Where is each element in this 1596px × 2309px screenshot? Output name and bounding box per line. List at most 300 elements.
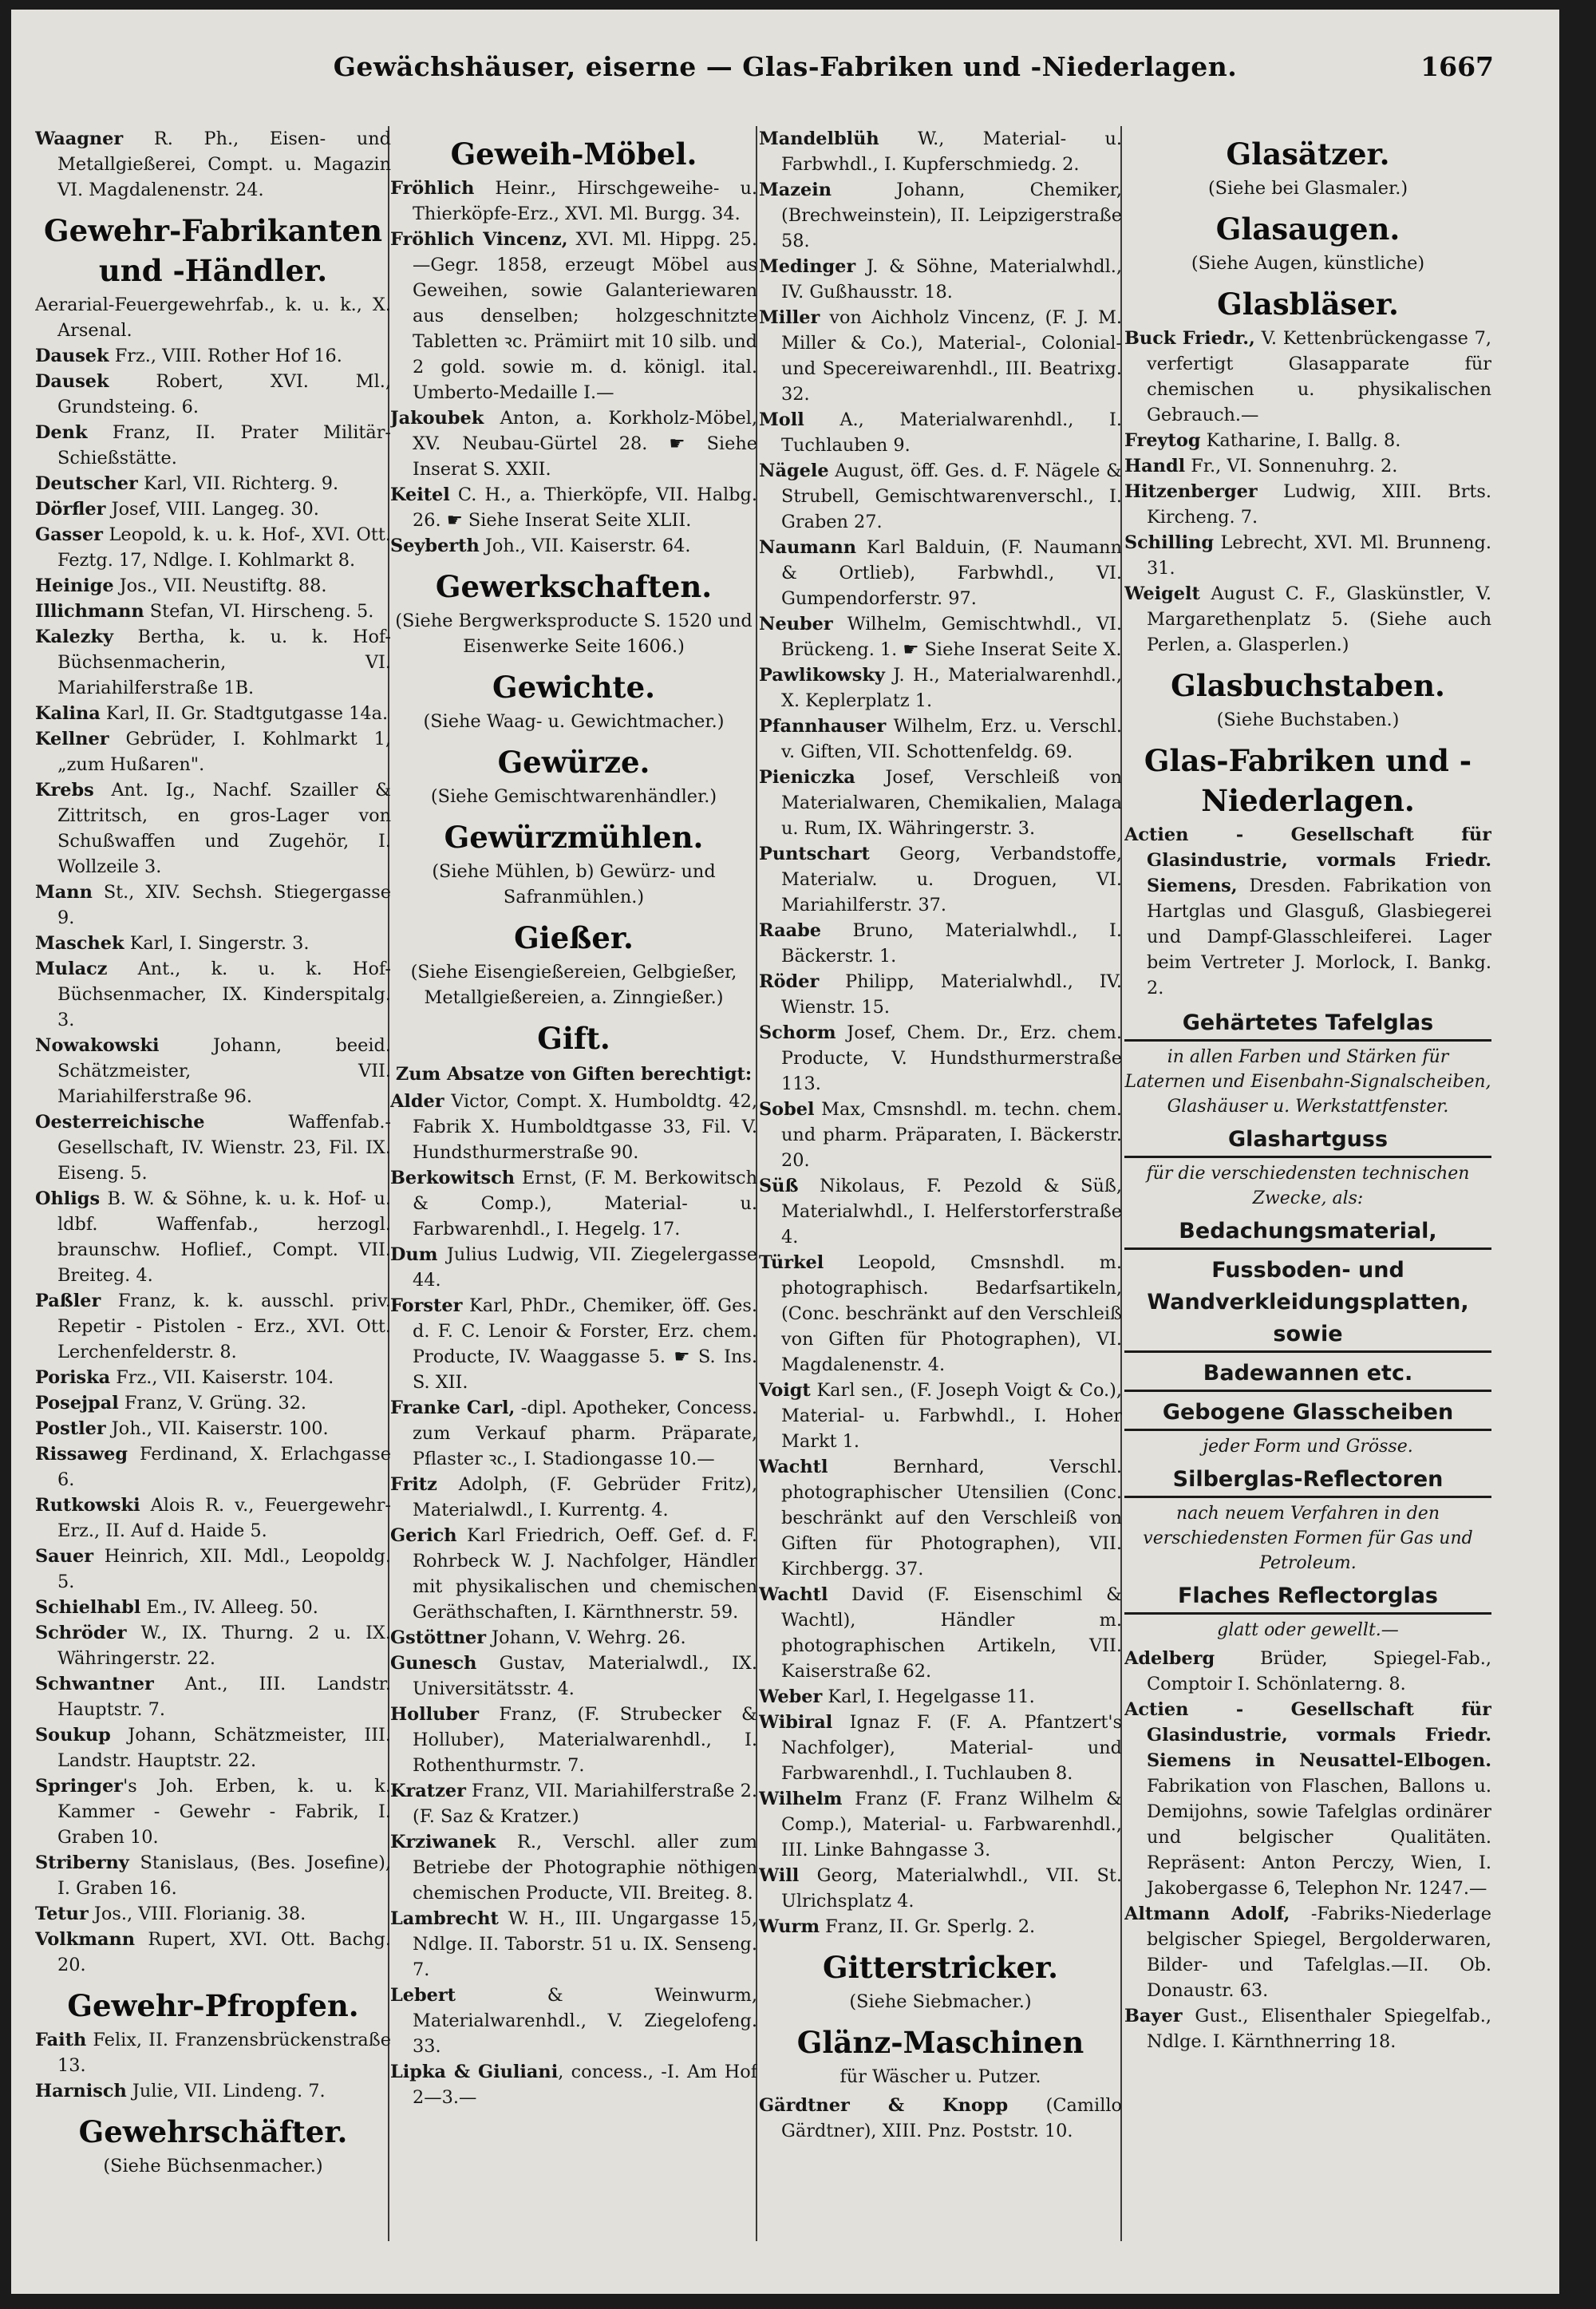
directory-entry xyxy=(390,1702,757,1778)
directory-entry xyxy=(1124,581,1491,658)
entry-name: Dausek xyxy=(35,371,109,392)
entry-details: C. H., a. Thierköpfe, VII. Halbg. 26. ☛ Siehe Inserat Seite XLII. xyxy=(413,484,757,531)
entry-details: Josef, VIII. Langeg. 30. xyxy=(105,499,319,520)
directory-entry xyxy=(759,305,1122,407)
directory-entry xyxy=(35,1722,391,1773)
entry-name: Jakoubek xyxy=(390,408,484,429)
directory-entry xyxy=(759,918,1122,969)
entry-details: Karl, PhDr., Chemiker, öff. Ges. d. F. C. Lenoir & Forster, Erz. chem. Producte, IV. Waaggasse 5. ☛ S. Ins. S. XII. xyxy=(413,1295,757,1393)
cross-reference: (Siehe Augen, künstliche) xyxy=(1191,253,1425,274)
directory-entry xyxy=(759,1097,1122,1173)
entry-name: Kalina xyxy=(35,703,101,724)
cross-reference: (Siehe Bergwerksproducte S. 1520 und Eisenwerke Seite 1606.) xyxy=(395,611,753,657)
column-3 xyxy=(759,126,1122,2281)
directory-entry xyxy=(390,405,757,482)
cross-reference: (Siehe Buchstaben.) xyxy=(1216,710,1400,730)
entry-name: Dörfler xyxy=(35,499,106,520)
directory-entry xyxy=(35,471,391,496)
directory-entry xyxy=(390,1293,757,1395)
entry-details: Gebrüder, I. Kohlmarkt 1, „zum Hußaren". xyxy=(57,729,391,775)
entry-name: Gstöttner xyxy=(390,1627,487,1648)
directory-entry xyxy=(35,1441,391,1493)
entry-details: W., IX. Thurng. 2 u. IX. Währingerstr. 22. xyxy=(57,1623,391,1669)
directory-entry xyxy=(759,714,1122,765)
entry-name: Wilhelm xyxy=(759,1789,843,1809)
entry-name: Mulacz xyxy=(35,959,108,979)
entry-name: Schwantner xyxy=(35,1674,154,1694)
directory-entry xyxy=(1124,453,1491,479)
entry-details: Heinr., Hirschgeweihe- u. Thierköpfe-Erz., XVI. Ml. Burgg. 34. xyxy=(413,178,757,224)
entry-details: Josef, Chem. Dr., Erz. chem. Producte, V. Hundsthurmerstraße 113. xyxy=(781,1022,1122,1094)
directory-entry xyxy=(759,1454,1122,1582)
directory-entry xyxy=(759,1914,1122,1939)
directory-entry xyxy=(390,1395,757,1472)
entry-details: Karl, I. Singerstr. 3. xyxy=(124,933,310,954)
entry-name: Rutkowski xyxy=(35,1495,140,1516)
directory-entry xyxy=(1124,326,1491,428)
directory-entry xyxy=(35,292,391,343)
advertisement-block xyxy=(1124,1007,1491,1643)
column-4 xyxy=(1124,126,1491,2281)
entry-name: Mazein xyxy=(759,180,832,200)
entry-details: Max, Cmsnshdl. m. techn. chem. und pharm. Präparaten, I. Bäckerstr. 20. xyxy=(781,1099,1122,1171)
entry-name: Rissaweg xyxy=(35,1444,128,1465)
entry-name: Gerich xyxy=(390,1525,457,1546)
section-heading: Glänz-Maschinen xyxy=(796,2025,1084,2060)
directory-entry xyxy=(759,1020,1122,1097)
entry-name: Soukup xyxy=(35,1725,111,1746)
entry-name: Hitzenberger xyxy=(1124,481,1258,502)
section-heading: Glasätzer. xyxy=(1226,136,1390,172)
entry-name: Moll xyxy=(759,409,804,430)
section-heading: Gewichte. xyxy=(492,670,655,705)
section-heading: Glasbuchstaben. xyxy=(1171,668,1445,703)
entry-name: Wachtl xyxy=(759,1457,828,1477)
directory-entry xyxy=(35,420,391,471)
entry-details: Fr., VI. Sonnenuhrg. 2. xyxy=(1185,456,1398,476)
entry-name: Wachtl xyxy=(759,1584,828,1605)
entry-name: Lebert xyxy=(390,1985,456,2006)
section-heading: Gewehrschäfter. xyxy=(78,2114,348,2149)
entry-details: Leopold, k. u. k. Hof-, XVI. Ott. Feztg. 17, Ndlge. I. Kohlmarkt 8. xyxy=(57,524,391,571)
entry-details: Bernhard, Verschl. photographischer Utensilien (Conc. beschränkt auf den Verschleiß von Giften für Photographen), VII. Kirchbergg. 37. xyxy=(781,1457,1122,1580)
directory-entry xyxy=(35,2078,391,2104)
entry-name: Handl xyxy=(1124,456,1186,476)
entry-name: Raabe xyxy=(759,920,822,941)
directory-entry xyxy=(390,227,757,405)
entry-name: Actien - Gesellschaft für Glasindustrie, vormals Friedr. Siemens in Neusattel-Elbogen. xyxy=(1124,1699,1491,1771)
entry-details: Georg, Verbandstoffe, Materialw. u. Droguen, VI. Mariahilferstr. 37. xyxy=(781,844,1122,915)
entry-details: Katharine, I. Ballg. 8. xyxy=(1200,430,1401,451)
section-heading: Gießer. xyxy=(514,920,634,955)
entry-details: (Camillo Gärdtner), XIII. Pnz. Poststr. 10. xyxy=(781,2095,1122,2141)
entry-details: Anton, a. Korkholz-Möbel, XV. Neubau-Gürtel 28. ☛ Siehe Inserat S. XXII. xyxy=(413,408,757,480)
entry-name: Sauer xyxy=(35,1546,93,1567)
entry-details: Rupert, XVI. Ott. Bachg. 20. xyxy=(57,1929,391,1975)
entry-details: Brüder, Spiegel-Fab., Comptoir I. Schönlaterng. 8. xyxy=(1147,1648,1491,1694)
entry-name: Franke Carl, xyxy=(390,1398,516,1418)
entry-details: Jos., VIII. Florianig. 38. xyxy=(88,1904,306,1924)
entry-details: Ferdinand, X. Erlachgasse 6. xyxy=(57,1444,391,1490)
entry-details: Johann, Chemiker, (Brechweinstein), II. Leipzigerstraße 58. xyxy=(781,180,1122,251)
entry-details: Jos., VII. Neustiftg. 88. xyxy=(113,575,327,596)
directory-entry xyxy=(759,1786,1122,1863)
directory-entry xyxy=(35,1033,391,1109)
entry-details: Em., IV. Alleeg. 50. xyxy=(140,1597,318,1618)
entry-name: Gasser xyxy=(35,524,103,545)
entry-details: Johann, V. Wehrg. 26. xyxy=(486,1627,686,1648)
directory-entry xyxy=(390,1242,757,1293)
directory-entry xyxy=(35,1493,391,1544)
entry-name: Schorm xyxy=(759,1022,836,1043)
cross-reference: (Siehe Gemischtwarenhändler.) xyxy=(430,786,717,807)
entry-name: Oesterreichische xyxy=(35,1112,205,1133)
directory-entry xyxy=(759,841,1122,918)
column-2 xyxy=(390,126,757,2281)
directory-entry xyxy=(1124,479,1491,530)
directory-entry xyxy=(759,662,1122,714)
entry-name: Naumann xyxy=(759,537,857,558)
entry-details: Karl, I. Hegelgasse 11. xyxy=(822,1686,1035,1707)
entry-details: -Fabriks-Niederlage belgischer Spiegel, Bergolderwaren, Bilder- und Tafelglas.—II. Ob. Donaustr. 63. xyxy=(1147,1904,1491,2001)
entry-name: Krebs xyxy=(35,780,94,801)
entry-name: Mann xyxy=(35,882,93,903)
entry-details: Julius Ludwig, VII. Ziegelergasse 44. xyxy=(413,1244,757,1291)
directory-entry xyxy=(35,2027,391,2078)
entry-details: Franz, V. Grüng. 32. xyxy=(118,1393,307,1413)
directory-entry xyxy=(35,1927,391,1978)
directory-entry xyxy=(390,1625,757,1651)
directory-entry xyxy=(390,482,757,533)
cross-reference: für Wäscher u. Putzer. xyxy=(839,2066,1041,2087)
directory-entry xyxy=(35,1850,391,1901)
section-heading: Glas-Fabriken und -Niederlagen. xyxy=(1144,743,1472,818)
entry-name: Mandelblüh xyxy=(759,128,879,149)
entry-details: August, öff. Ges. d. F. Nägele & Strubell, Gemischtwarenverschl., I. Graben 27. xyxy=(781,461,1122,532)
directory-entry xyxy=(35,777,391,880)
entry-details: Franz (F. Franz Wilhelm & Comp.), Material- u. Farbwarenhdl., III. Linke Bahngasse 3. xyxy=(781,1789,1122,1860)
entry-name: Dum xyxy=(390,1244,438,1265)
entry-details: W., Material- u. Farbwhdl., I. Kupferschmiedg. 2. xyxy=(781,128,1122,175)
ad-product-title: Glashartguss xyxy=(1124,1124,1491,1158)
entry-name: Krziwanek xyxy=(390,1832,496,1852)
directory-entry xyxy=(390,1651,757,1702)
directory-entry xyxy=(759,1173,1122,1250)
entry-name: Springer xyxy=(35,1776,124,1797)
entry-details: Adolph, (F. Gebrüder Fritz), Materialwdl., I. Kurrentg. 4. xyxy=(413,1474,757,1520)
entry-details: Franz, II. Gr. Sperlg. 2. xyxy=(820,1916,1036,1937)
entry-details: B. W. & Söhne, k. u. k. Hof- u. ldbf. Waffenfab., herzogl. braunschw. Hoflief., Compt. VII. Breiteg. 4. xyxy=(57,1188,391,1286)
section-heading: Gift. xyxy=(537,1021,610,1056)
entry-details: Frz., VIII. Rother Hof 16. xyxy=(109,346,342,366)
entry-name: Posejpal xyxy=(35,1393,119,1413)
directory-entry xyxy=(759,177,1122,254)
entry-details: J. & Söhne, Materialwhdl., IV. Gußhausstr. 18. xyxy=(781,256,1122,302)
entry-details: Karl Balduin, (F. Naumann & Ortlieb), Farbwhdl., VI. Gumpendorferstr. 97. xyxy=(781,537,1122,609)
entry-name: Adelberg xyxy=(1124,1648,1215,1669)
entry-name: Süß xyxy=(759,1176,799,1196)
entry-details: Leopold, Cmsnshdl. m. photographisch. Bedarfsartikeln, (Conc. beschränkt auf den Verschleiß von Giften für Photographen), VI. Magdalenenstr. 4. xyxy=(781,1252,1122,1375)
entry-details: Frz., VII. Kaiserstr. 104. xyxy=(110,1367,334,1388)
entry-details: Stanislaus, (Bes. Josefine), I. Graben 16. xyxy=(57,1852,391,1899)
directory-entry xyxy=(759,2093,1122,2144)
entry-name: Türkel xyxy=(759,1252,824,1273)
directory-entry xyxy=(1124,1901,1491,2003)
directory-entry xyxy=(759,126,1122,177)
entry-name: Röder xyxy=(759,971,820,992)
entry-details: XVI. Ml. Hippg. 25. —Gegr. 1858, erzeugt Möbel aus Geweihen, sowie Galanteriewaren aus denselben; holzgeschnitzte Tabletten ꝛc. Prämiirt mit 10 silb. und 2 gold. sowie m. d. königl. ital. Umberto-Medaille I.— xyxy=(413,229,757,403)
directory-entry xyxy=(35,1544,391,1595)
entry-details: Philipp, Materialwhdl., IV. Wienstr. 15. xyxy=(781,971,1122,1018)
entry-details: 's Joh. Erben, k. u. k. Kammer - Gewehr - Fabrik, I. Graben 10. xyxy=(57,1776,391,1848)
entry-details: Karl, II. Gr. Stadtgutgasse 14a. xyxy=(100,703,389,724)
directory-page xyxy=(11,10,1559,2294)
entry-name: Keitel xyxy=(390,484,450,505)
entry-name: Actien - Gesellschaft für Glasindustrie, vormals Friedr. Siemens, xyxy=(1124,824,1491,896)
entry-details: Julie, VII. Lindeng. 7. xyxy=(126,2081,326,2101)
entry-name: Faith xyxy=(35,2030,87,2050)
entry-details: Joh., VII. Kaiserstr. 100. xyxy=(105,1418,329,1439)
entry-details: Waffenfab.-Gesellschaft, IV. Wienstr. 23, Fil. IX. Eiseng. 5. xyxy=(57,1112,391,1184)
directory-entry xyxy=(390,176,757,227)
section-heading: Gewürze. xyxy=(497,745,650,780)
entry-name: Maschek xyxy=(35,933,124,954)
directory-entry xyxy=(35,956,391,1033)
section-heading: Gewehr-Fabrikanten und -Händler. xyxy=(44,213,382,288)
directory-entry xyxy=(35,1109,391,1186)
directory-entry xyxy=(35,1595,391,1620)
directory-entry xyxy=(759,407,1122,458)
ad-product-title: Gehärtetes Tafelglas xyxy=(1124,1007,1491,1042)
entry-details: August C. F., Glaskünstler, V. Margarethenplatz 5. (Siehe auch Perlen, a. Glasperlen.) xyxy=(1147,583,1491,655)
entry-name: Dausek xyxy=(35,346,109,366)
entry-name: Altmann Adolf, xyxy=(1124,1904,1290,1924)
entry-name: Voigt xyxy=(759,1380,811,1401)
entry-details: Franz, (F. Strubecker & Holluber), Materialwarenhdl., I. Rothenthurmstr. 7. xyxy=(413,1704,757,1776)
entry-name: Schilling xyxy=(1124,532,1215,553)
section-heading: Glasaugen. xyxy=(1215,212,1400,247)
entry-name: Seyberth xyxy=(390,536,480,556)
entry-name: Pfannhauser xyxy=(759,716,887,737)
entry-name: Sobel xyxy=(759,1099,815,1120)
entry-name: Postler xyxy=(35,1418,106,1439)
directory-entry xyxy=(35,599,391,624)
directory-entry xyxy=(759,254,1122,305)
entry-name: Tetur xyxy=(35,1904,89,1924)
section-heading: Gewerkschaften. xyxy=(435,569,713,604)
entry-details: -dipl. Apotheker, Concess. zum Verkauf pharm. Präparate, Pflaster ꝛc., I. Stadiongasse 10.— xyxy=(413,1398,757,1469)
entry-name: Will xyxy=(759,1865,800,1886)
directory-entry xyxy=(390,1523,757,1625)
directory-entry xyxy=(1124,428,1491,453)
entry-name: Fröhlich xyxy=(390,178,475,199)
directory-entry xyxy=(759,611,1122,662)
ad-product-title: Flaches Reflectorglas xyxy=(1124,1580,1491,1615)
entry-name: Striberny xyxy=(35,1852,129,1873)
running-head xyxy=(11,51,1559,102)
column-1 xyxy=(35,126,391,2281)
directory-entry xyxy=(35,931,391,956)
entry-name: Poriska xyxy=(35,1367,111,1388)
directory-entry xyxy=(35,126,391,203)
directory-entry xyxy=(759,1582,1122,1684)
entry-name: Heinige xyxy=(35,575,114,596)
entry-name: Weber xyxy=(759,1686,823,1707)
directory-entry xyxy=(390,533,757,559)
entry-name: Harnisch xyxy=(35,2081,127,2101)
entry-name: Denk xyxy=(35,422,88,443)
directory-entry xyxy=(35,573,391,599)
directory-entry xyxy=(390,1906,757,1983)
sub-heading: Zum Absatze von Giften berechtigt: xyxy=(395,1064,753,1085)
entry-details: , concess., -I. Am Hof 2—3.— xyxy=(413,2062,757,2108)
entry-details: W. H., III. Ungargasse 15, Ndlge. II. Taborstr. 51 u. IX. Senseng. 7. xyxy=(413,1908,757,1980)
cross-reference: (Siehe Mühlen, b) Gewürz- und Safranmühlen.) xyxy=(432,861,716,907)
directory-entry xyxy=(759,969,1122,1020)
entry-details: Bruno, Materialwhdl., I. Bäckerstr. 1. xyxy=(781,920,1122,967)
entry-name: Bayer xyxy=(1124,2006,1183,2026)
directory-entry xyxy=(759,1710,1122,1786)
ad-description: für die verschiedensten technischen Zwecke, als: xyxy=(1146,1164,1470,1208)
cross-reference: (Siehe bei Glasmaler.) xyxy=(1207,178,1408,199)
entry-name: Holluber xyxy=(390,1704,480,1725)
entry-details: von Aichholz Vincenz, (F. J. M. Miller & Co.), Material-, Colonial- und Specereiwarenhdl., III. Beatrixg. 32. xyxy=(781,307,1122,405)
entry-name: Neuber xyxy=(759,614,833,635)
cross-reference: (Siehe Büchsenmacher.) xyxy=(103,2156,323,2177)
entry-details: Alois R. v., Feuergewehr-Erz., II. Auf d. Haide 5. xyxy=(57,1495,391,1541)
entry-name: Kratzer xyxy=(390,1781,466,1801)
entry-details: David (F. Eisenschiml & Wachtl), Händler m. photographischen Artikeln, VII. Kaiserstraße 62. xyxy=(781,1584,1122,1682)
entry-details: Bertha, k. u. k. Hof-Büchsenmacherin, VI. Mariahilferstraße 1B. xyxy=(57,627,391,698)
entry-name: Gärdtner & Knopp xyxy=(759,2095,1009,2116)
entry-details: Victor, Compt. X. Humboldtg. 42, Fabrik X. Humboldtgasse 33, Fil. V. Hundsthurmerstraße 90. xyxy=(413,1091,757,1163)
directory-entry xyxy=(35,726,391,777)
directory-entry xyxy=(35,369,391,420)
section-heading: Geweih-Möbel. xyxy=(450,136,697,172)
cross-reference: (Siehe Eisengießereien, Gelbgießer, Metallgießereien, a. Zinngießer.) xyxy=(410,962,737,1008)
directory-entry xyxy=(35,1773,391,1850)
directory-entry xyxy=(759,1250,1122,1378)
directory-entry xyxy=(35,701,391,726)
entry-details: Wilhelm, Erz. u. Verschl. v. Giften, VII. Schottenfeldg. 69. xyxy=(781,716,1122,762)
ad-description: jeder Form und Grösse. xyxy=(1203,1437,1413,1457)
entry-details: Lebrecht, XVI. Ml. Brunneng. 31. xyxy=(1147,532,1491,579)
entry-name: Illichmann xyxy=(35,601,144,622)
entry-details: V. Kettenbrückengasse 7, verfertigt Glasapparate für chemischen u. physikalischen Gebrauch.— xyxy=(1147,328,1491,425)
entry-name: Miller xyxy=(759,307,820,328)
entry-name: Berkowitsch xyxy=(390,1168,516,1188)
directory-entry xyxy=(390,1472,757,1523)
entry-name: Schielhabl xyxy=(35,1597,141,1618)
directory-entry xyxy=(390,1829,757,1906)
page-heading: Gewächshäuser, eiserne — Glas-Fabriken und -Niederlagen. xyxy=(333,51,1238,82)
cross-reference: (Siehe Siebmacher.) xyxy=(849,1991,1032,2012)
directory-entry xyxy=(390,1165,757,1242)
page-number: 1667 xyxy=(1420,51,1494,82)
entry-name: Nowakowski xyxy=(35,1035,160,1056)
entry-details: Karl sen., (F. Joseph Voigt & Co.), Material- u. Farbwhdl., I. Hoher Markt 1. xyxy=(781,1380,1122,1452)
ad-product-title: Badewannen etc. xyxy=(1124,1358,1491,1392)
entry-details: Ignaz F. (F. A. Pfantzert's Nachfolger), Material- und Farbwarenhdl., I. Tuchlauben 8. xyxy=(781,1712,1122,1784)
ad-product-title: Bedachungsmaterial, xyxy=(1124,1216,1491,1250)
entry-details: Wilhelm, Gemischtwhdl., VI. Brückeng. 1. ☛ Siehe Inserat Seite X. xyxy=(781,614,1122,660)
ad-description: glatt oder gewellt.— xyxy=(1217,1620,1399,1640)
ad-product-title: Gebogene Glasscheiben xyxy=(1124,1397,1491,1431)
entry-details: Karl Friedrich, Oeff. Gef. d. F. Rohrbeck W. J. Nachfolger, Händler mit physikalischen und chemischen Geräthschaften, I. Kärnthnerstr. 59. xyxy=(413,1525,757,1623)
entry-details: R., Verschl. aller zum Betriebe der Photographie nöthigen chemischen Producte, VII. Breiteg. 8. xyxy=(413,1832,757,1904)
directory-entry xyxy=(35,1620,391,1671)
entry-details: Ant., III. Landstr. Hauptstr. 7. xyxy=(57,1674,391,1720)
entry-details: Johann, Schätzmeister, III. Landstr. Hauptstr. 22. xyxy=(57,1725,391,1771)
directory-entry xyxy=(1124,2003,1491,2054)
entry-name: Ohligs xyxy=(35,1188,101,1209)
entry-details: Ant., k. u. k. Hof-Büchsenmacher, IX. Kinderspitalg. 3. xyxy=(57,959,391,1030)
entry-details: Karl, VII. Richterg. 9. xyxy=(137,473,339,494)
entry-details: Fabrikation von Flaschen, Ballons u. Demijohns, sowie Tafelglas ordinärer und belgischer Qualitäten. Repräsent: Anton Perczy, Wien, I. Jakobergasse 6, Telephon Nr. 1247.— xyxy=(1147,1776,1491,1899)
entry-details: R. Ph., Eisen- und Metallgießerei, Compt. u. Magazin VI. Magdalenenstr. 24. xyxy=(57,128,391,200)
entry-details: A., Materialwarenhdl., I. Tuchlauben 9. xyxy=(781,409,1122,456)
directory-entry xyxy=(35,880,391,931)
directory-entry xyxy=(35,1390,391,1416)
entry-details: Ernst, (F. M. Berkowitsch & Comp.), Material- u. Farbwarenhdl., I. Hegelg. 17. xyxy=(413,1168,757,1240)
directory-entry xyxy=(1124,530,1491,581)
entry-details: Joh., VII. Kaiserstr. 64. xyxy=(479,536,691,556)
entry-name: Pieniczka xyxy=(759,767,855,788)
section-heading: Glasbläser. xyxy=(1217,287,1399,322)
ad-description: nach neuem Verfahren in den verschiedensten Formen für Gas und Petroleum. xyxy=(1143,1504,1473,1573)
entry-details: Nikolaus, F. Pezold & Süß, Materialwhdl., I. Helferstorferstraße 4. xyxy=(781,1176,1122,1247)
entry-name: Fritz xyxy=(390,1474,437,1495)
entry-name: Paßler xyxy=(35,1291,101,1311)
entry-name: Wibiral xyxy=(759,1712,833,1733)
directory-entry xyxy=(390,2059,757,2110)
directory-entry xyxy=(390,1778,757,1829)
directory-entry xyxy=(35,624,391,701)
entry-name: Lipka & Giuliani xyxy=(390,2062,559,2082)
entry-name: Kellner xyxy=(35,729,109,749)
entry-name: Puntschart xyxy=(759,844,870,864)
entry-details: & Weinwurm, Materialwarenhdl., V. Ziegelofeng. 33. xyxy=(413,1985,757,2057)
entry-name: Freytog xyxy=(1124,430,1201,451)
directory-entry xyxy=(35,522,391,573)
directory-entry xyxy=(35,496,391,522)
entry-details: Ant. Ig., Nachf. Szailler & Zittritsch, en gros-Lager von Schußwaffen und Zugehör, I. Wollzeile 3. xyxy=(57,780,391,877)
entry-name: Fröhlich Vincenz, xyxy=(390,229,568,250)
entry-details: Gust., Elisenthaler Spiegelfab., Ndlge. I. Kärnthnerring 18. xyxy=(1147,2006,1491,2052)
ad-description: in allen Farben und Stärken für Laternen und Eisenbahn-Signalscheiben, Glashäuser u. Werkstattfenster. xyxy=(1124,1047,1491,1117)
entry-details: Franz, VII. Mariahilferstraße 2. (F. Saz & Kratzer.) xyxy=(413,1781,757,1827)
directory-entry xyxy=(35,1416,391,1441)
directory-entry xyxy=(1124,1646,1491,1697)
entry-details: Dresden. Fabrikation von Hartglas und Glasguß, Glasbiegerei und Dampf-Glasschleiferei. Lager beim Vertreter J. Morlock, I. Bankg. 2. xyxy=(1147,876,1491,998)
section-heading: Gitterstricker. xyxy=(822,1950,1059,1985)
entry-name: Forster xyxy=(390,1295,463,1316)
directory-entry xyxy=(759,765,1122,841)
entry-name: Gunesch xyxy=(390,1653,477,1674)
entry-name: Waagner xyxy=(35,128,124,149)
entry-name: Pawlikowsky xyxy=(759,665,885,686)
section-heading: Gewürzmühlen. xyxy=(444,820,704,855)
entry-details: Franz, k. k. ausschl. priv. Repetir - Pistolen - Erz., XVI. Ott. Lerchenfelderstr. 8. xyxy=(57,1291,391,1362)
entry-name: Lambrecht xyxy=(390,1908,499,1929)
section-heading: Gewehr-Pfropfen. xyxy=(67,1988,359,2023)
directory-entry xyxy=(759,1684,1122,1710)
entry-name: Volkmann xyxy=(35,1929,136,1950)
entry-details: Stefan, VI. Hirscheng. 5. xyxy=(144,601,374,622)
entry-details: Heinrich, XII. Mdl., Leopoldg. 5. xyxy=(57,1546,391,1592)
directory-entry xyxy=(35,1901,391,1927)
directory-entry xyxy=(35,343,391,369)
